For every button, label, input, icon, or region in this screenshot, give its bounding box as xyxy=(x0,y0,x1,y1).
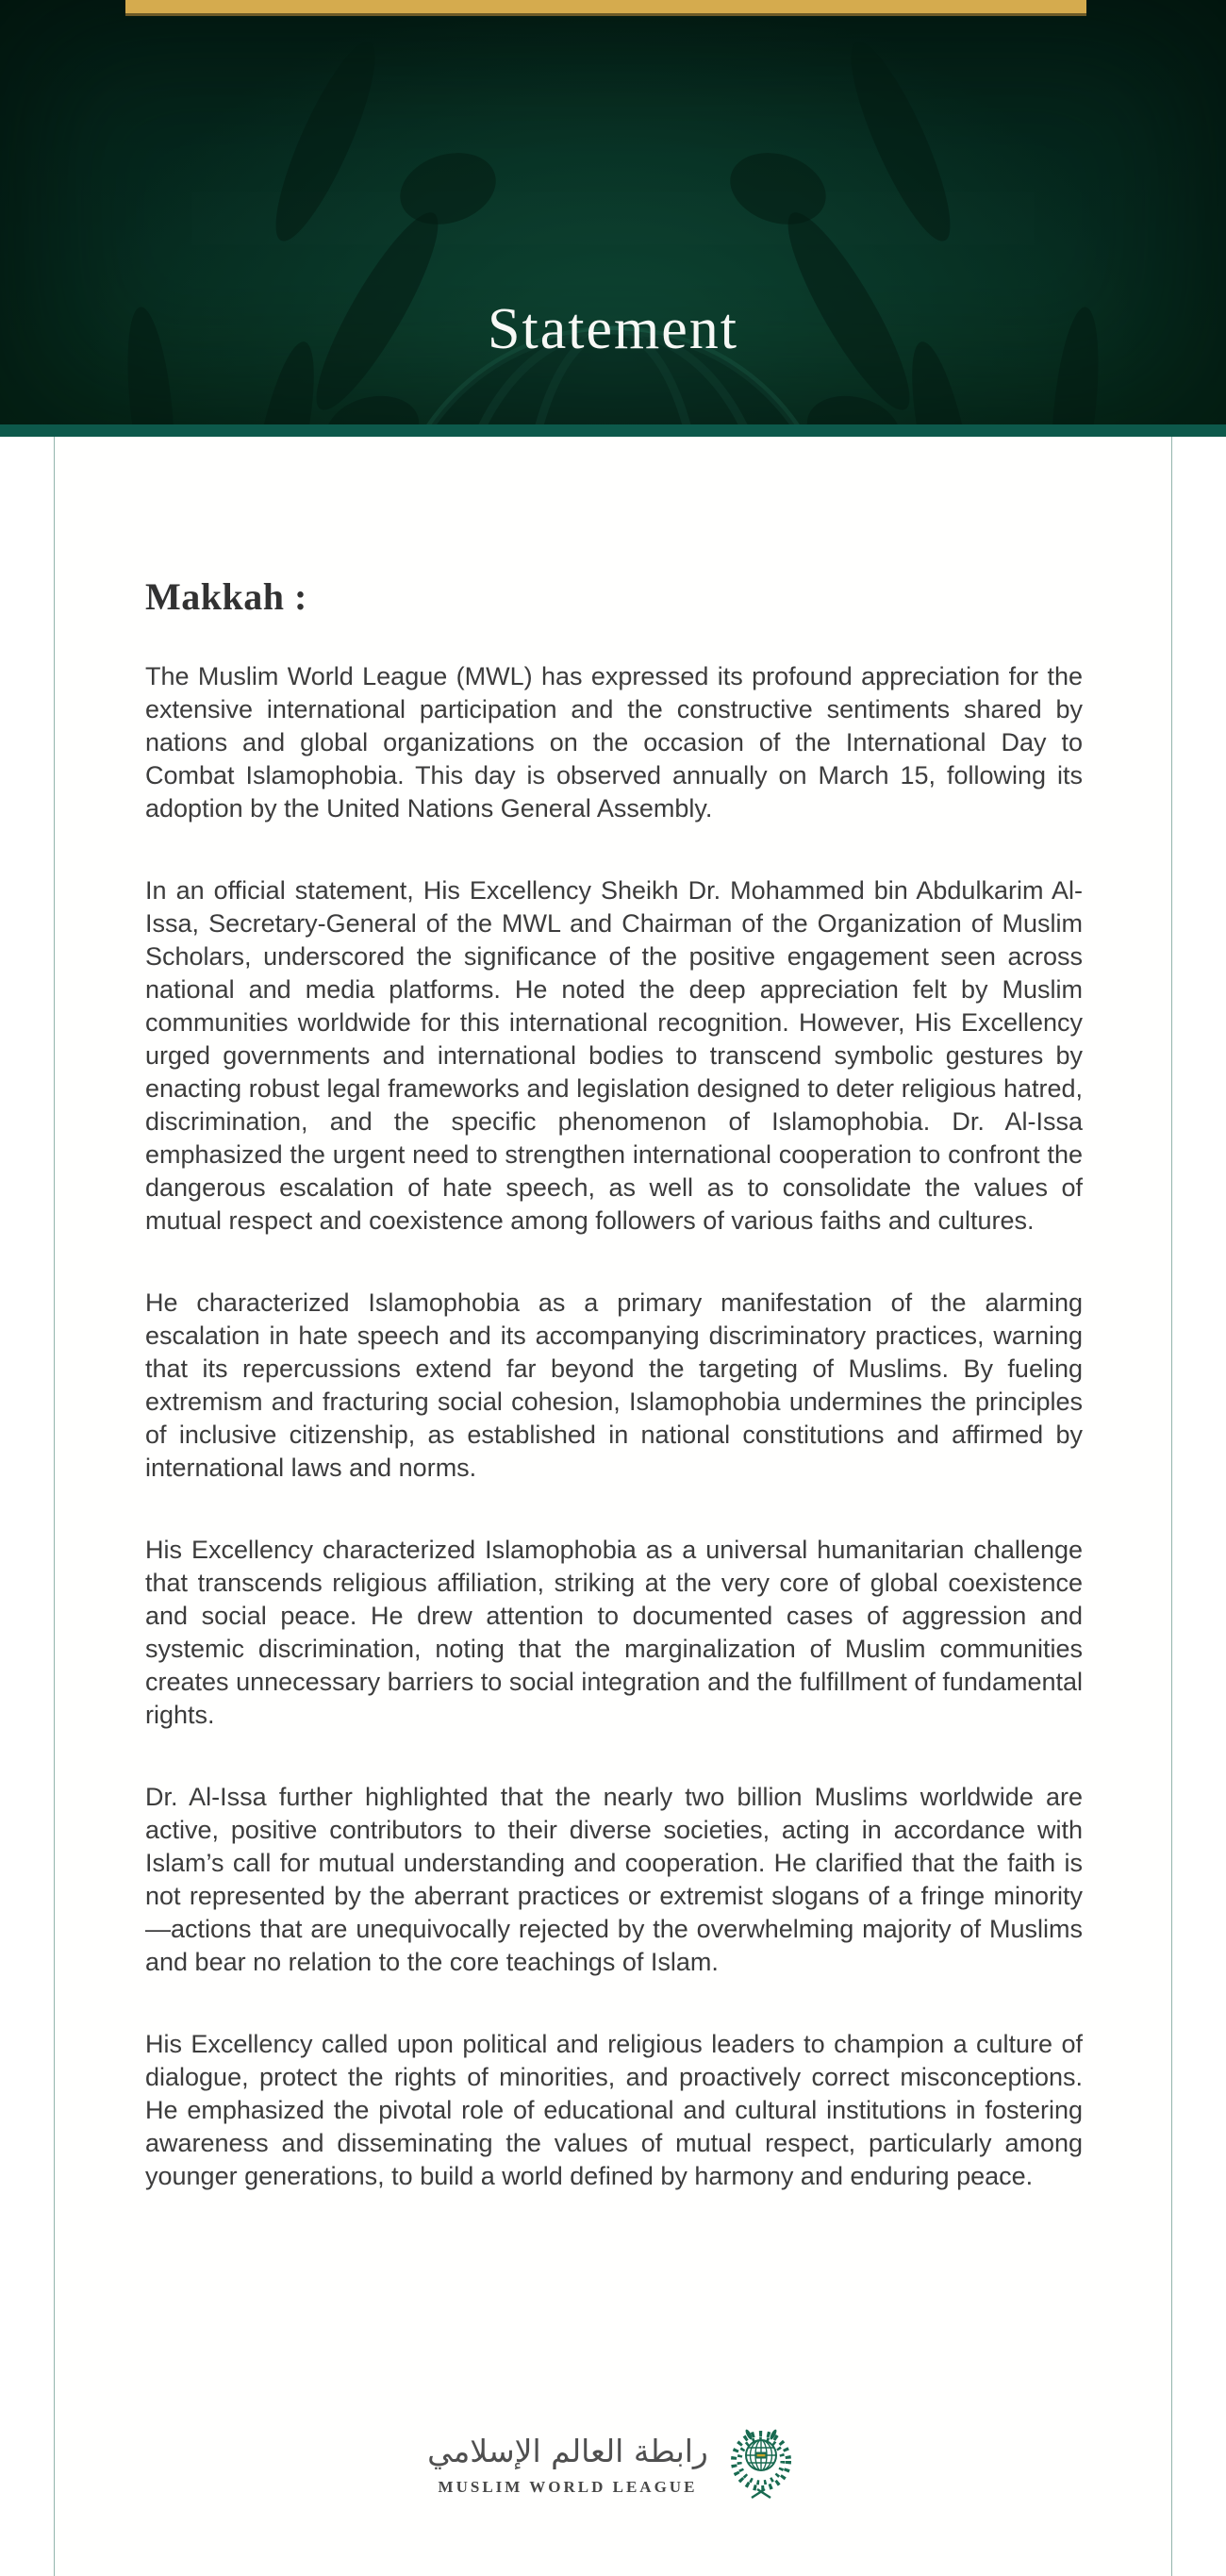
location-heading: Makkah : xyxy=(145,575,307,618)
statement-body xyxy=(145,660,1083,2242)
statement-paragraph: He characterized Islamophobia as a primary manifestation of the alarming escalation in hate speech and its accompanying discriminatory practices, warning that its repercussions extend far beyond the targeting of Muslims. By fueling extremism and fracturing social cohesion, Islamophobia undermines the principles of inclusive citizenship, as established in national constitutions and affirmed by international laws and norms. xyxy=(145,1288,1083,1482)
mwl-logo xyxy=(55,2423,1171,2502)
statement-card xyxy=(54,437,1172,2576)
mwl-logo-text xyxy=(427,2430,708,2497)
kaaba-gold-band xyxy=(756,2454,765,2456)
statement-paragraph: The Muslim World League (MWL) has expressed its profound appreciation for the extensive international participation and the constructive sentiments shared by nations and global organizations on the occasion of the International Day to Combat Islamophobia. This day is observed annually on March 15, following its adoption by the United Nations General Assembly. xyxy=(145,662,1083,823)
header-bottom-strip xyxy=(0,424,1226,437)
statement-paragraph: Dr. Al-Issa further highlighted that the nearly two billion Muslims worldwide are active, positive contributors to their diverse societies, acting in accordance with Islam’s call for mutual understanding and cooperation. He clarified that the faith is not represented by the aberrant practices or extremist slogans of a fringe minority—actions that are unequivocally rejected by the overwhelming majority of Muslims and bear no relation to the core teachings of Islam. xyxy=(145,1783,1083,1976)
mwl-emblem-icon xyxy=(723,2423,799,2502)
top-accent-bar xyxy=(125,0,1086,16)
mwl-org-name: MUSLIM WORLD LEAGUE xyxy=(438,2477,698,2496)
statement-paragraph: His Excellency called upon political and religious leaders to champion a culture of dialogue, protect the rights of minorities, and proactively correct misconceptions. He emphasized the pivotal role of educational and cultural institutions in fostering awareness and disseminating the values of mutual respect, particularly among younger generations, to build a world defined by harmony and enduring peace. xyxy=(145,2030,1083,2190)
statement-paragraph: In an official statement, His Excellency Sheikh Dr. Mohammed bin Abdulkarim Al-Issa, Secretary-General of the MWL and Chairman of the Organization of Muslim Scholars, underscored the significance of the positive engagement seen across national and media platforms. He noted the deep appreciation felt by Muslim communities worldwide for this international recognition. However, His Excellency urged governments and international bodies to transcend symbolic gestures by enacting robust legal frameworks and legislation designed to deter religious hatred, discrimination, and the specific phenomenon of Islamophobia. Dr. Al-Issa emphasized the urgent need to strengthen international cooperation to confront the dangerous escalation of hate speech, as well as to consolidate the values of mutual respect and coexistence among followers of various faiths and cultures. xyxy=(145,876,1083,1235)
mwl-arabic-name: رابطة العالم الإسلامي xyxy=(427,2432,708,2469)
laurel-right xyxy=(721,32,1105,424)
page-title: Statement xyxy=(488,297,738,361)
statement-paragraph: His Excellency characterized Islamophobia as a universal humanitarian challenge that transcends religious affiliation, striking at the very core of global coexistence and social peace. He drew attention to documented cases of aggression and systemic discrimination, noting that the marginalization of Muslim communities creates unnecessary barriers to social integration and the fulfillment of fundamental rights. xyxy=(145,1536,1083,1729)
laurel-left xyxy=(120,32,505,424)
page-header xyxy=(0,0,1226,437)
